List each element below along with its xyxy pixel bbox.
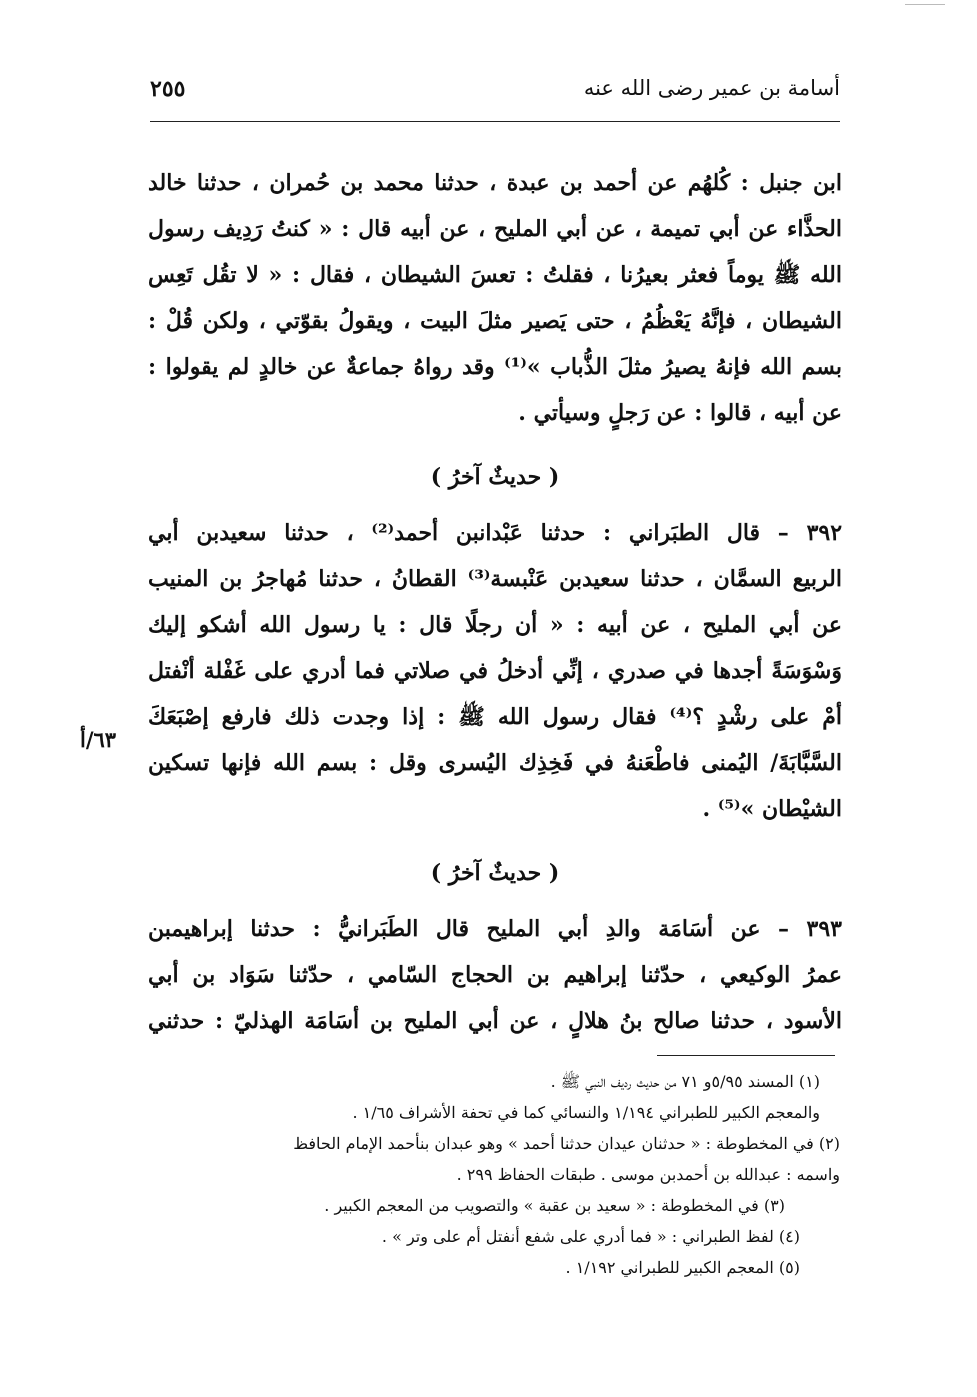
footnotes xyxy=(148,1066,840,1283)
footnote-1-continued: والمعجم الكبير للطبراني ١/١٩٤ والنسائي كما في تحفة الأشراف ١/٦٥ . xyxy=(352,1103,820,1122)
text-line: وَسْوَسَةً أجدها في صدري ، إنِّي أدخلُ في صلاتي فما أدري على غَفْلة أنْفتل xyxy=(148,658,842,684)
scan-mark xyxy=(905,4,945,5)
section-heading: ( حديثٌ آخرُ ) xyxy=(430,860,560,886)
main-text xyxy=(148,160,842,1044)
text-line: الشيْطان »⁽⁵⁾ . xyxy=(702,796,842,822)
paragraph-393 xyxy=(148,906,842,1044)
text-line: عمرُ الوكيعي ، حدّثنا إبراهيم بن الحجاج السّامي ، حدّثنا سَوَاد بن أبي xyxy=(148,962,842,988)
footnote-5: (٥) المعجم الكبير للطبراني ١/١٩٢ . xyxy=(565,1258,800,1277)
section-heading: ( حديثٌ آخرُ ) xyxy=(430,464,560,490)
footnote-1: (١) المسند ٥/٩٥و ٧١ من حديث رديف النبي ﷺ . xyxy=(550,1072,820,1091)
text-line: أمْ على رشْدٍ ؟⁽⁴⁾ فقال رسول الله ﷺ : إذا وجدت ذلك فارفع إصْبَعَكَ xyxy=(148,704,842,730)
text-line: السَّبَّابَةَ/ اليُمنى فاطْعَنهُ في فَخِذِك اليُسرى وقل : بسم الله فإنها تسكين xyxy=(148,750,842,776)
footnote-rule xyxy=(657,1055,835,1056)
paragraph-1 xyxy=(148,160,842,436)
text-line: بسم الله فإنهُ يصيرُ مثلَ الذُّباب »⁽¹⁾ وقد رواهُ جماعةٌ عن خالدٍ لم يقولوا : xyxy=(148,354,842,380)
text-line: عن أبيه ، قالوا : عن رَجلٍ وسيأتي . xyxy=(518,400,842,426)
paragraph-392 xyxy=(148,510,842,832)
footnote-4: (٤) لفظ الطبراني : « فما أدري على شفع أنفتل أم على وتر » . xyxy=(381,1227,800,1246)
footnote-3: (٣) في المخطوطة : « سعيد بن عقبة » والتصويب من المعجم الكبير . xyxy=(324,1196,785,1215)
page-number: ٢٥٥ xyxy=(150,76,186,102)
footnote-2-continued: واسمه : عبدالله بن أحمدبن موسى . طبقات الحفاظ ٢٩٩ . xyxy=(456,1165,840,1184)
header-rule xyxy=(150,121,840,122)
text-line: الربيع السمَّان ، حدثنا سعيدبن عَنْبسة⁽³⁾ القطانُ ، حدثنا مُهاجرُ بن المنيب xyxy=(148,566,842,592)
manuscript-folio-note: ٦٣/أ xyxy=(80,727,117,752)
text-line: الحذَّاء عن أبي تميمة ، عن أبي المليح ، عن أبيه قال : « كنتُ رَدِيف رسول xyxy=(148,216,842,242)
text-line: ابن جنبل : كُلهُم عن أحمد بن عبدة ، حدثنا محمد بن حُمران ، حدثنا خالد xyxy=(148,170,842,196)
footnote-2: (٢) في المخطوطة : « حدثنان عيدان حدثنا أحمد » وهو عبدان بنأحمد الإمام الحافظ xyxy=(293,1134,840,1153)
text-line: الله ﷺ يوماً فعثر بعيرُنا ، فقلتُ : تعسَ الشيطان ، فقال : « لا تقُل تَعِس xyxy=(148,262,842,288)
page-header xyxy=(150,66,840,122)
text-line: ٣٩٣ – عن أسَامَة والدِ أبي المليح قال الطَبَرانيُّ : حدثنا إبراهيمبن xyxy=(148,916,842,942)
running-title: أسامة بن عمير رضى الله عنه xyxy=(583,76,840,100)
text-line: ٣٩٢ – قال الطبَراني : حدثنا عَبْدانبن أحمد⁽²⁾ ، حدثنا سعيدبن أبي xyxy=(148,520,842,546)
text-line: عن أبي المليح ، عن أبيه : « أن رجلًا قال : يا رسول الله أشكو إليك xyxy=(148,612,842,638)
text-line: الأسود ، حدثنا صالح بنُ هلالٍ ، عن أبي المليح بن أسَامَة الهذليّ : حدثني xyxy=(148,1008,842,1034)
text-line: الشيطان ، فإنَّهُ يَعْظُمُ ، حتى يَصير مثلَ البيت ، ويقولُ بقوّتي ، ولكن قُلْ : xyxy=(148,308,842,334)
